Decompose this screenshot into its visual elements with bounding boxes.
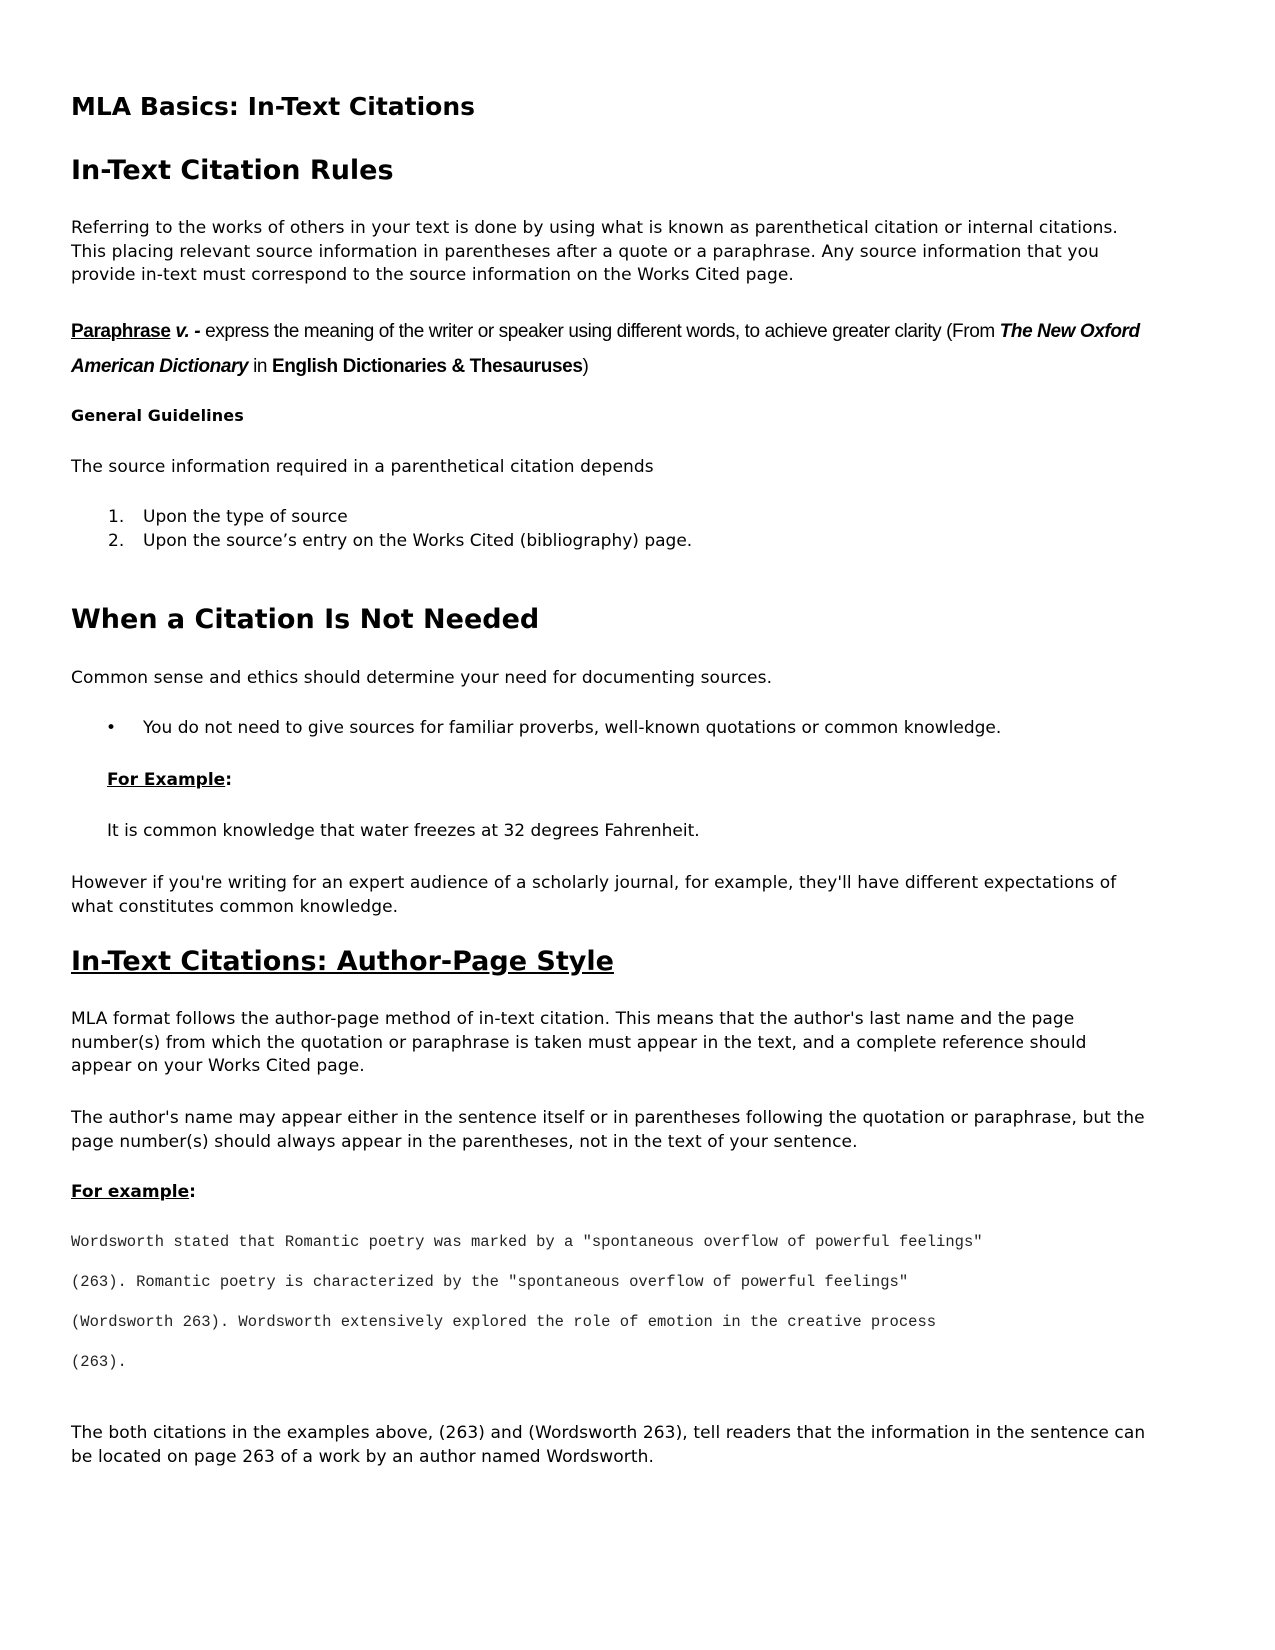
definition-term: Paraphrase: [71, 321, 171, 342]
intro-paragraph: Referring to the works of others in your text is done by using what is known as parenthetical citation or internal citations. This placing relevant source information in parentheses after a quote or a paraphrase. Any source information that you provide in-text must correspond to the source information on the Works Cited page.: [71, 218, 1118, 285]
paragraph: The both citations in the examples above, (263) and (Wordsworth 263), tell readers that the information in the sentence can be located on page 263 of a work by an author named Wordsworth.: [71, 1423, 1146, 1467]
section-heading: In-Text Citations: Author-Page Style: [71, 946, 614, 977]
example-colon: :: [189, 1182, 196, 1202]
example-label: For example: [71, 1182, 190, 1202]
source-title: The New Oxford American Dictionary: [71, 321, 1140, 377]
definition-close: ): [582, 356, 589, 377]
paragraph: The source information required in a parenthetical citation depends: [71, 457, 654, 477]
paragraph: MLA format follows the author-page method of in-text citation. This means that the author's last name and the page number(s) from which the quotation or paraphrase is taken must appear in the text, and a complete reference should appear on your Works Cited page.: [71, 1009, 1087, 1076]
list-number: 2.: [108, 531, 125, 551]
part-of-speech: v. -: [175, 321, 201, 342]
bullet-item: You do not need to give sources for familiar proverbs, well-known quotations or common knowledge.: [143, 718, 1002, 738]
section-heading: In-Text Citation Rules: [71, 155, 394, 186]
document-title: MLA Basics: In-Text Citations: [71, 92, 476, 121]
example-colon: :: [225, 770, 233, 790]
definition-in: in: [248, 356, 272, 377]
list-item: Upon the type of source: [143, 507, 348, 527]
example-label: For Example: [107, 770, 226, 790]
subheading: General Guidelines: [71, 406, 244, 425]
paraphrase-definition: [71, 314, 1151, 384]
example-line: (Wordsworth 263). Wordsworth extensively explored the role of emotion in the creative process: [71, 1313, 937, 1331]
definition-text: express the meaning of the writer or speaker using different words, to achieve greater clarity (From: [200, 321, 1000, 342]
example-citation-block: [71, 1222, 1171, 1382]
source-collection: English Dictionaries & Thesauruses: [271, 356, 583, 377]
example-line: Wordsworth stated that Romantic poetry was marked by a "spontaneous overflow of powerful feelings": [71, 1233, 983, 1251]
example-line: (263).: [71, 1353, 127, 1371]
section-heading: When a Citation Is Not Needed: [71, 604, 540, 635]
list-item: Upon the source’s entry on the Works Cited (bibliography) page.: [143, 531, 693, 551]
paragraph: However if you're writing for an expert audience of a scholarly journal, for example, they'll have different expectations of what constitutes common knowledge.: [71, 873, 1117, 917]
example-text: It is common knowledge that water freezes at 32 degrees Fahrenheit.: [107, 821, 700, 841]
example-line: (263). Romantic poetry is characterized by the "spontaneous overflow of powerful feelings": [71, 1273, 909, 1291]
bullet-icon: •: [106, 718, 117, 738]
paragraph: The author's name may appear either in the sentence itself or in parentheses following the quotation or paraphrase, but the page number(s) should always appear in the parentheses, not in the text of your sentence.: [71, 1108, 1145, 1152]
paragraph: Common sense and ethics should determine your need for documenting sources.: [71, 668, 773, 688]
list-number: 1.: [108, 507, 125, 527]
